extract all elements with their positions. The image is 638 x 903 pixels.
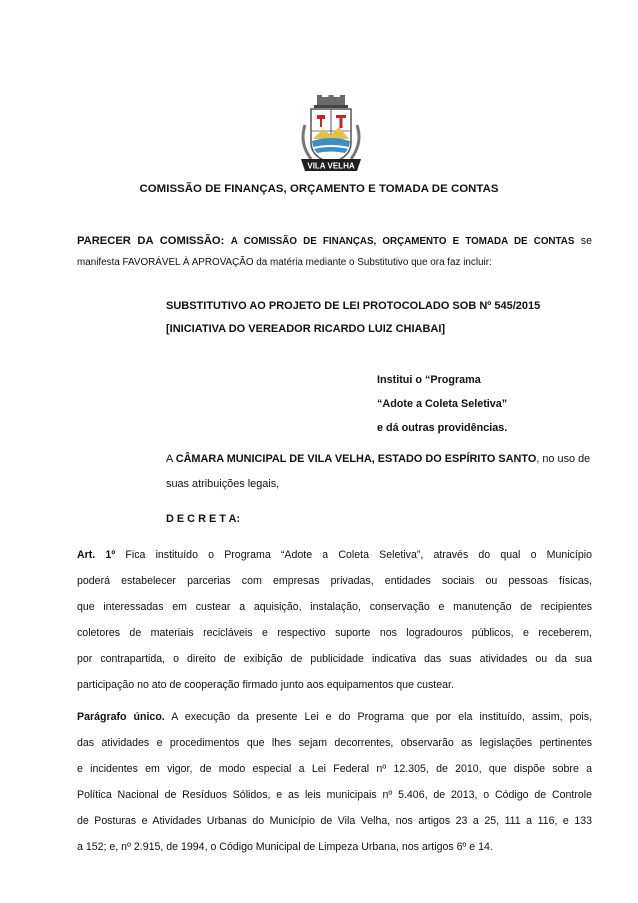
paragrafo-label: Parágrafo único. [77, 711, 165, 723]
art1-text: Fica instituído o Programa “Adote a Coleta Seletiva”, através do qual o Município [125, 549, 592, 561]
substitutivo-title: SUBSTITUTIVO AO PROJETO DE LEI PROTOCOLADO SOB Nº 545/2015 [166, 300, 541, 312]
preamble-prefix: A [166, 453, 173, 465]
paragrafo-line: a 152; e, nº 2.915, de 1994, o Código Municipal de Limpeza Urbana, nos artigos 6º e 14. [77, 841, 493, 853]
ementa-line-3: e dá outras providências. [377, 422, 508, 434]
art1-label: Art. 1º [77, 549, 116, 561]
logo-ribbon-text: VILA VELHA [307, 161, 355, 171]
art1-line [77, 542, 592, 568]
paragrafo-line: das atividades e procedimentos que lhes sejam decorrentes, observarão as legislações pertinentes [77, 737, 592, 749]
ementa-line-1: Institui o “Programa [377, 374, 481, 386]
parecer-commission-name: A COMISSÃO DE FINANÇAS, ORÇAMENTO E TOMADA DE CONTAS [230, 236, 575, 247]
art1-line: que interessadas em custear a aquisição, instalação, conservação e manutenção de recipientes [77, 601, 592, 613]
art1-line: coletores de materiais recicláveis e respectivo suporte nos logradouros públicos, e receberem, [77, 627, 592, 639]
vila-velha-coat-of-arms-logo [297, 95, 365, 177]
preamble-line-1 [166, 453, 592, 465]
decreta-heading: D E C R E T A: [166, 513, 241, 525]
paragrafo-line: de Posturas e Atividades Urbanas do Município de Vila Velha, nos artigos 23 a 25, 111 a 116, e 133 [77, 815, 592, 827]
preamble-suffix: , no uso de [536, 453, 591, 465]
ementa-line-2: “Adote a Coleta Seletiva” [377, 398, 508, 410]
paragrafo-line [77, 704, 592, 730]
preamble-line-2: suas atribuições legais, [166, 478, 280, 490]
paragrafo-text: A execução da presente Lei e do Programa que por ela instituído, assim, pois, [171, 711, 593, 723]
paragrafo-line: e incidentes em vigor, de modo especial a Lei Federal nº 12.305, de 2010, que dispõe sobre a [77, 763, 592, 775]
art1-line: participação no ato de cooperação firmado junto aos equipamentos que custear. [77, 679, 454, 691]
art1-line: por contrapartida, o direito de exibição de publicidade indicativa das suas atividades ou da sua [77, 653, 592, 665]
art1-line: poderá estabelecer parcerias com empresas privadas, entidades sociais ou pessoas físicas, [77, 575, 592, 587]
substitutivo-initiative: [INICIATIVA DO VEREADOR RICARDO LUIZ CHIABAI] [166, 323, 446, 335]
parecer-se: se [580, 235, 592, 247]
parecer-line-2: manifesta FAVORÁVEL À APROVAÇÃO da matéria mediante o Substitutivo que ora faz incluir: [77, 257, 492, 268]
paragrafo-line: Política Nacional de Resíduos Sólidos, e as leis municipais nº 5.406, de 2013, o Código de Controle [77, 789, 592, 801]
parecer-label: PARECER DA COMISSÃO: [77, 235, 225, 247]
preamble-entity: CÂMARA MUNICIPAL DE VILA VELHA, ESTADO DO ESPÍRITO SANTO [175, 453, 537, 465]
commission-title: COMISSÃO DE FINANÇAS, ORÇAMENTO E TOMADA DE CONTAS [139, 183, 499, 195]
